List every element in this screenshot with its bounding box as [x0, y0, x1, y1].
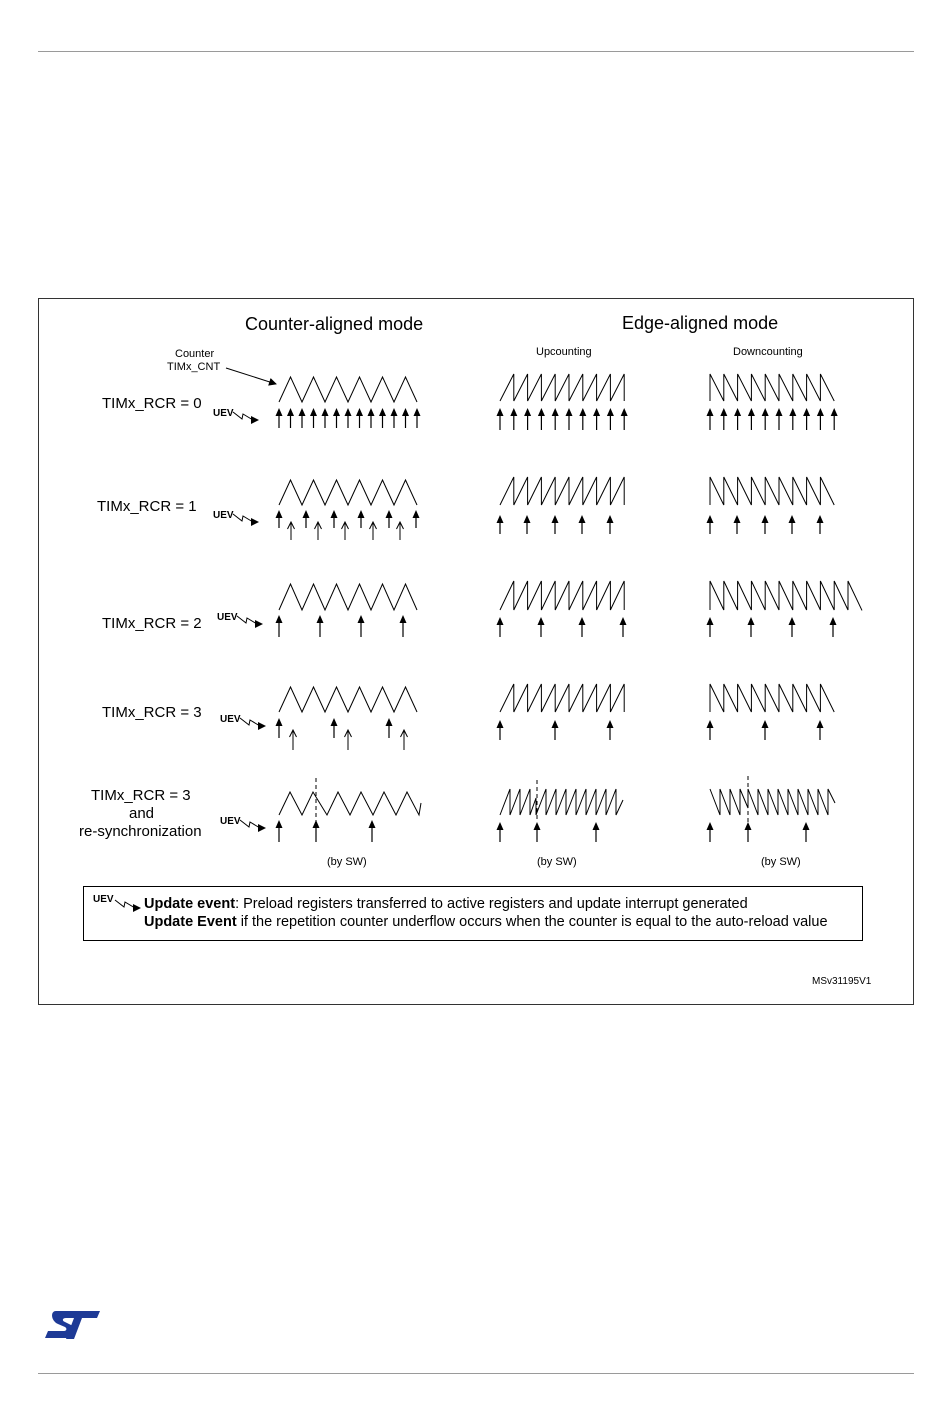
- update-event-arrowhead: [534, 822, 541, 830]
- update-event-arrowhead: [276, 408, 283, 416]
- legend-line-1: [144, 897, 748, 912]
- update-event-arrowhead: [538, 617, 545, 625]
- update-event-arrowhead: [386, 510, 393, 518]
- update-event-arrowhead: [331, 718, 338, 726]
- counter-waveform: [279, 584, 417, 610]
- uev-zigzag: [115, 900, 135, 908]
- uev-zigzag: [233, 412, 253, 420]
- update-event-arrowhead: [720, 408, 727, 416]
- update-event-arrowhead: [803, 822, 810, 830]
- update-event-arrowhead: [579, 617, 586, 625]
- uev-label: UEV: [220, 816, 241, 827]
- update-event-arrowhead: [579, 515, 586, 523]
- update-event-arrowhead: [345, 408, 352, 416]
- update-event-arrowhead: [276, 820, 283, 828]
- uev-label: UEV: [220, 714, 241, 725]
- waveforms: [279, 374, 862, 822]
- update-event-arrows: [115, 408, 838, 912]
- legend-text: if the repetition counter underflow occurs when the counter is equal to the auto-reload value: [236, 914, 828, 930]
- upcount-waveform: [500, 374, 624, 401]
- update-event-arrowhead: [552, 408, 559, 416]
- update-event-arrowhead: [607, 720, 614, 728]
- update-event-arrowhead: [317, 615, 324, 623]
- figure-ref-code: MSv31195V1: [812, 976, 872, 987]
- update-event-arrowhead: [707, 515, 714, 523]
- row-label: re-synchronization: [79, 823, 202, 840]
- update-event-arrowhead: [593, 408, 600, 416]
- row-label: TIMx_RCR = 1: [97, 498, 197, 515]
- update-event-arrowhead: [734, 408, 741, 416]
- uev-zigzag-arrowhead: [251, 416, 259, 424]
- uev-label: UEV: [213, 408, 234, 419]
- update-event-arrowhead: [497, 822, 504, 830]
- upcount-waveform: [500, 789, 623, 815]
- update-event-arrowhead: [368, 408, 375, 416]
- update-event-arrowhead: [276, 510, 283, 518]
- downcount-waveform: [710, 581, 862, 610]
- update-event-arrowhead: [413, 510, 420, 518]
- update-event-arrowhead: [803, 408, 810, 416]
- update-event-arrowhead: [817, 720, 824, 728]
- update-event-arrowhead: [817, 408, 824, 416]
- counter-aligned-title: Counter-aligned mode: [245, 314, 424, 334]
- update-event-arrowhead: [538, 408, 545, 416]
- update-event-arrowhead: [620, 617, 627, 625]
- update-event-arrowhead: [707, 720, 714, 728]
- update-event-arrowhead: [333, 408, 340, 416]
- update-event-arrowhead: [748, 408, 755, 416]
- update-event-arrowhead: [299, 408, 306, 416]
- update-event-arrowhead: [621, 408, 628, 416]
- annotations: [84, 368, 863, 941]
- uev-zigzag: [240, 718, 260, 726]
- row-label: TIMx_RCR = 2: [102, 615, 202, 632]
- st-logo-icon: [44, 1310, 102, 1340]
- legend-term: Update Event: [144, 914, 237, 930]
- downcount-waveform: [710, 374, 834, 401]
- update-event-arrowhead: [789, 408, 796, 416]
- update-event-arrowhead: [358, 615, 365, 623]
- row-label: and: [129, 805, 155, 822]
- update-event-arrowhead: [524, 408, 531, 416]
- update-event-arrowhead: [817, 515, 824, 523]
- counter-callout-arrow: [226, 368, 276, 384]
- update-event-arrowhead: [552, 515, 559, 523]
- uev-zigzag: [237, 616, 257, 624]
- downcount-waveform: [710, 477, 834, 505]
- uev-zigzag-arrowhead: [258, 722, 266, 730]
- update-event-arrowhead: [776, 408, 783, 416]
- update-event-arrowhead: [745, 822, 752, 830]
- update-event-arrowhead: [400, 615, 407, 623]
- row-label: TIMx_RCR = 0: [102, 395, 202, 412]
- update-event-arrowhead: [607, 408, 614, 416]
- legend-uev-label: UEV: [93, 894, 114, 905]
- counter-waveform: [279, 792, 421, 815]
- update-event-arrowhead: [331, 510, 338, 518]
- row-label: TIMx_RCR = 3: [102, 704, 202, 721]
- update-event-arrowhead: [707, 617, 714, 625]
- uev-zigzag-arrowhead: [251, 518, 259, 526]
- update-event-arrowhead: [322, 408, 329, 416]
- uev-label: UEV: [213, 510, 234, 521]
- uev-label: UEV: [217, 612, 238, 623]
- update-event-arrowhead: [497, 617, 504, 625]
- update-event-arrowhead: [734, 515, 741, 523]
- by-sw-label: (by SW): [327, 856, 367, 868]
- counter-callout-label: TIMx_CNT: [167, 361, 221, 373]
- update-event-arrowhead: [707, 408, 714, 416]
- update-event-arrowhead: [356, 408, 363, 416]
- downcounting-label: Downcounting: [733, 346, 803, 358]
- update-event-arrowhead: [762, 408, 769, 416]
- update-event-arrowhead: [524, 515, 531, 523]
- update-event-arrowhead: [579, 408, 586, 416]
- update-event-arrowhead: [414, 408, 421, 416]
- upcount-waveform: [500, 581, 624, 610]
- update-event-arrowhead: [510, 408, 517, 416]
- update-event-arrowhead: [276, 615, 283, 623]
- update-event-arrowhead: [762, 720, 769, 728]
- counter-waveform: [279, 480, 417, 505]
- downcount-waveform: [710, 684, 834, 712]
- row-label: TIMx_RCR = 3: [91, 787, 191, 804]
- update-event-arrowhead: [303, 510, 310, 518]
- upcounting-label: Upcounting: [536, 346, 592, 358]
- update-event-arrowhead: [789, 617, 796, 625]
- downcount-waveform: [710, 789, 835, 815]
- update-event-arrowhead: [593, 822, 600, 830]
- upcount-waveform: [500, 477, 624, 505]
- edge-aligned-title: Edge-aligned mode: [622, 313, 779, 333]
- update-event-arrowhead: [313, 820, 320, 828]
- update-event-arrowhead: [497, 408, 504, 416]
- update-event-arrowhead: [831, 408, 838, 416]
- counter-waveform: [279, 687, 417, 712]
- update-event-arrowhead: [391, 408, 398, 416]
- by-sw-label: (by SW): [761, 856, 801, 868]
- update-event-arrowhead: [789, 515, 796, 523]
- uev-zigzag-arrowhead: [133, 904, 141, 912]
- update-event-arrowhead: [276, 718, 283, 726]
- update-event-arrowhead: [497, 720, 504, 728]
- uev-zigzag: [233, 514, 253, 522]
- counter-waveform: [279, 377, 417, 402]
- update-event-arrowhead: [358, 510, 365, 518]
- uev-zigzag-arrowhead: [255, 620, 263, 628]
- update-event-arrowhead: [762, 515, 769, 523]
- update-event-arrowhead: [386, 718, 393, 726]
- update-event-arrowhead: [402, 408, 409, 416]
- update-event-arrowhead: [287, 408, 294, 416]
- uev-zigzag: [240, 820, 260, 828]
- update-event-arrowhead: [369, 820, 376, 828]
- update-event-arrowhead: [552, 720, 559, 728]
- counter-callout-label: Counter: [175, 348, 215, 360]
- legend-text: : Preload registers transferred to active registers and update interrupt generated: [235, 896, 748, 912]
- update-event-arrowhead: [830, 617, 837, 625]
- legend-term: Update event: [144, 896, 236, 912]
- update-event-arrowhead: [748, 617, 755, 625]
- update-event-arrowhead: [310, 408, 317, 416]
- uev-zigzag-arrowhead: [258, 824, 266, 832]
- update-event-arrowhead: [566, 408, 573, 416]
- update-event-arrowhead: [497, 515, 504, 523]
- update-event-arrowhead: [707, 822, 714, 830]
- upcount-waveform: [500, 684, 624, 712]
- by-sw-label: (by SW): [537, 856, 577, 868]
- legend-line-2: [144, 915, 828, 930]
- update-event-arrowhead: [379, 408, 386, 416]
- update-event-arrowhead: [607, 515, 614, 523]
